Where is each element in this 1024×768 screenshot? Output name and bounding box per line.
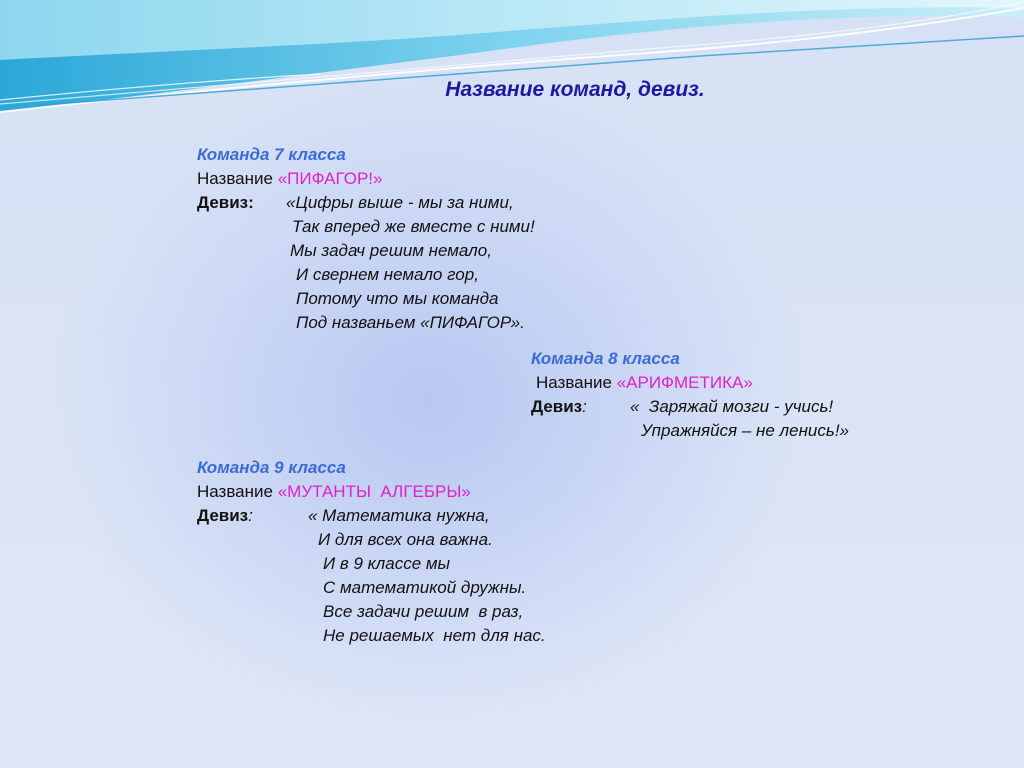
team-9-motto-line: С математикой дружны.: [323, 578, 527, 597]
team-9-motto-label-row: [197, 504, 253, 528]
team-8-motto-label-row: [531, 395, 587, 419]
team-8-motto-line: Упражняйся – не ленись!»: [641, 421, 850, 440]
team-9-motto-line: И в 9 классе мы: [323, 554, 451, 573]
team-8-name-row: [536, 371, 753, 395]
team-9-name-label: Название: [197, 482, 273, 501]
team-9-name-row: [197, 480, 471, 504]
team-9-motto-line: Не решаемых нет для нас.: [323, 626, 546, 645]
team-8-motto-label: Девиз: [531, 397, 583, 416]
team-7-name-row: [197, 167, 382, 191]
team-8-name-label: Название: [536, 373, 612, 392]
team-9-heading: Команда 9 класса: [197, 458, 346, 477]
team-9-motto-line: Все задачи решим в раз,: [323, 602, 524, 621]
team-7-motto-line: «Цифры выше - мы за ними,: [286, 193, 514, 212]
team-9-motto-line: « Математика нужна,: [308, 506, 490, 525]
team-9-motto-line: И для всех она важна.: [318, 530, 493, 549]
team-8-name: «АРИФМЕТИКА»: [616, 373, 753, 392]
team-7-motto-line: Так вперед же вместе с ними!: [292, 217, 535, 236]
team-7-motto-label: Девиз:: [197, 193, 254, 212]
team-7-motto-line: И свернем немало гор,: [296, 265, 479, 284]
team-9-motto-label: Девиз: [197, 506, 249, 525]
team-7-name: «ПИФАГОР!»: [277, 169, 383, 188]
team-8-heading: Команда 8 класса: [531, 349, 680, 368]
team-7-motto-line: Мы задач решим немало,: [290, 241, 492, 260]
team-9-name: «МУТАНТЫ АЛГЕБРЫ»: [277, 482, 471, 501]
team-8-motto-line: « Заряжай мозги - учись!: [630, 397, 834, 416]
wave-decoration: [0, 0, 1024, 130]
page-title: Название команд, девиз.: [445, 78, 705, 101]
team-8-motto-colon: :: [582, 397, 587, 416]
team-9-motto-colon: :: [248, 506, 253, 525]
team-7-motto-line: Потому что мы команда: [296, 289, 499, 308]
team-7-name-label: Название: [197, 169, 273, 188]
team-7-heading: Команда 7 класса: [197, 145, 346, 164]
team-7-motto-line: Под названьем «ПИФАГОР».: [296, 313, 525, 332]
